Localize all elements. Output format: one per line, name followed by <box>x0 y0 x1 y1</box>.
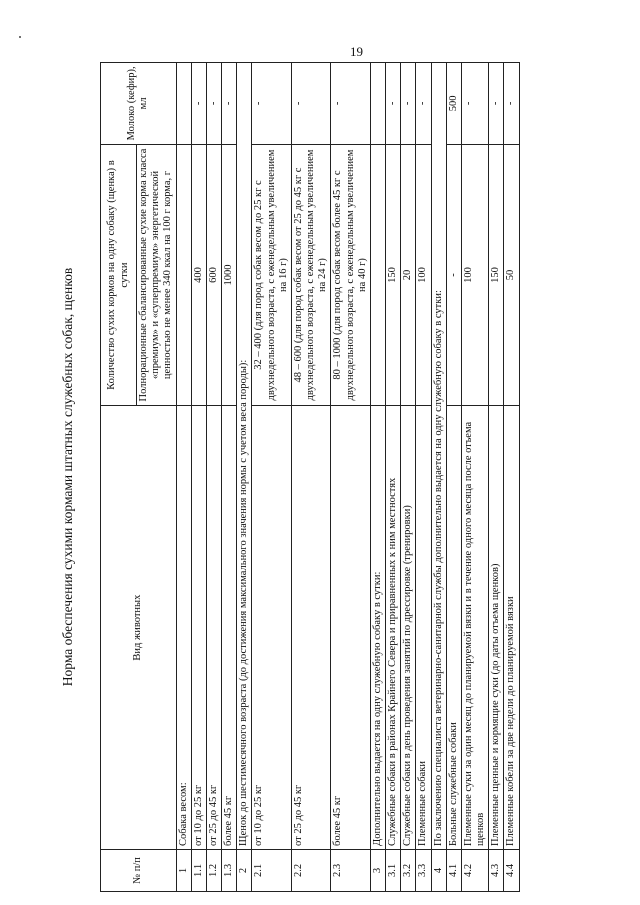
dry-food-amount: 100 <box>416 144 431 406</box>
animal-kind: Больные служебные собаки <box>446 406 461 850</box>
row-number: 3.2 <box>401 849 416 891</box>
dry-food-amount <box>176 144 191 406</box>
row-number: 3.1 <box>386 849 401 891</box>
dry-food-amount: 1000 <box>222 144 237 406</box>
milk-amount: - <box>222 63 237 145</box>
milk-amount <box>176 63 191 145</box>
col-header-kind: Вид животных <box>101 406 177 850</box>
animal-kind: Собака весом: <box>176 406 191 850</box>
animal-kind: Племенные щенные и кормящие суки (до даты отъема щенков) <box>489 406 504 850</box>
milk-amount: - <box>461 63 488 145</box>
row-number: 4.3 <box>489 849 504 891</box>
dry-food-amount: 48 – 600 (для пород собак весом от 25 до 45 кг с двухнедельного возраста, с еженедельным увеличением на 24 г) <box>291 144 331 406</box>
animal-kind: Племенные суки за один месяц до планируемой вязки и в течение одного месяца после отъема щенков <box>461 406 488 850</box>
animal-kind: от 10 до 25 кг <box>191 406 206 850</box>
dry-food-amount: 32 – 400 (для пород собак весом до 25 кг с двухнедельного возраста, с еженедельным увеличением на 16 г) <box>252 144 292 406</box>
table-row <box>416 63 431 892</box>
table-row <box>401 63 416 892</box>
dry-food-amount <box>370 144 385 406</box>
table-row <box>386 63 401 892</box>
scan-speck <box>19 36 21 38</box>
row-number: 3 <box>370 849 385 891</box>
col-subheader-dry-food: Полнорационные сбалансированные сухие корма класса «премиум» и «суперпремиум» энергетической ценностью не менее 340 ккал на 100 г корма, г <box>137 144 177 406</box>
rotated-content <box>60 62 600 892</box>
table-row <box>176 63 191 892</box>
table-row <box>222 63 237 892</box>
row-number: 2 <box>237 849 252 891</box>
row-number: 1.1 <box>191 849 206 891</box>
row-number: 4.1 <box>446 849 461 891</box>
table-row <box>252 63 292 892</box>
dry-food-amount: - <box>446 144 461 406</box>
animal-kind: Служебные собаки в районах Крайнего Севера и приравненных к ним местностях <box>386 406 401 850</box>
milk-amount: - <box>252 63 292 145</box>
table-body <box>176 63 519 892</box>
page-number: 19 <box>350 44 363 59</box>
animal-kind: Дополнительно выдается на одну служебную собаку в сутки: <box>370 406 385 850</box>
milk-amount: - <box>504 63 519 145</box>
dry-food-amount: 150 <box>386 144 401 406</box>
col-header-milk: Молоко (кефир), мл <box>101 63 177 145</box>
section-heading: Щенок до шестимесячного возраста (до достижения максимального значения нормы с учетом веса породы): <box>237 63 252 850</box>
row-number: 1.2 <box>206 849 221 891</box>
animal-kind: от 25 до 45 кг <box>206 406 221 850</box>
col-header-dry-food: Количество сухих кормов на одну собаку (щенка) в сутки <box>101 144 137 406</box>
dry-food-amount: 20 <box>401 144 416 406</box>
milk-amount: - <box>489 63 504 145</box>
table-row <box>489 63 504 892</box>
row-number: 4.2 <box>461 849 488 891</box>
dry-food-amount: 100 <box>461 144 488 406</box>
rotated-page <box>60 62 600 892</box>
milk-amount: - <box>401 63 416 145</box>
table-row <box>331 63 371 892</box>
dry-food-amount: 50 <box>504 144 519 406</box>
feed-norm-table <box>100 62 520 892</box>
row-number: 3.3 <box>416 849 431 891</box>
milk-amount: 500 <box>446 63 461 145</box>
dry-food-amount: 400 <box>191 144 206 406</box>
milk-amount: - <box>416 63 431 145</box>
animal-kind: более 45 кг <box>331 406 371 850</box>
milk-amount: - <box>206 63 221 145</box>
animal-kind: Племенные собаки <box>416 406 431 850</box>
row-number: 2.1 <box>252 849 292 891</box>
row-number: 4 <box>431 849 446 891</box>
row-number: 4.4 <box>504 849 519 891</box>
milk-amount <box>370 63 385 145</box>
dry-food-amount: 150 <box>489 144 504 406</box>
row-number: 2.2 <box>291 849 331 891</box>
page-title: Норма обеспечения сухими кормами штатных служебных собак, щенков <box>60 267 75 687</box>
milk-amount: - <box>386 63 401 145</box>
row-number: 2.3 <box>331 849 371 891</box>
header-row-1 <box>101 63 137 892</box>
row-number: 1.3 <box>222 849 237 891</box>
table-row <box>461 63 488 892</box>
milk-amount: - <box>191 63 206 145</box>
table-row <box>370 63 385 892</box>
table-row <box>431 63 446 892</box>
table-row <box>504 63 519 892</box>
table-row <box>237 63 252 892</box>
animal-kind: Служебные собаки в день проведения занятий по дрессировке (тренировки) <box>401 406 416 850</box>
table-row <box>291 63 331 892</box>
table-row <box>446 63 461 892</box>
row-number: 1 <box>176 849 191 891</box>
animal-kind: Племенные кобели за две недели до планируемой вязки <box>504 406 519 850</box>
section-heading: По заключению специалиста ветеринарно-санитарной службы дополнительно выдается на одну служебную собаку в сутки: <box>431 63 446 850</box>
dry-food-amount: 600 <box>206 144 221 406</box>
animal-kind: более 45 кг <box>222 406 237 850</box>
milk-amount: - <box>331 63 371 145</box>
animal-kind: от 10 до 25 кг <box>252 406 292 850</box>
table-row <box>206 63 221 892</box>
dry-food-amount: 80 – 1000 (для пород собак весом более 45 кг с двухнедельного возраста, с еженедельным увеличением на 40 г) <box>331 144 371 406</box>
milk-amount: - <box>291 63 331 145</box>
col-header-num: № п/п <box>101 849 177 891</box>
table-row <box>191 63 206 892</box>
animal-kind: от 25 до 45 кг <box>291 406 331 850</box>
